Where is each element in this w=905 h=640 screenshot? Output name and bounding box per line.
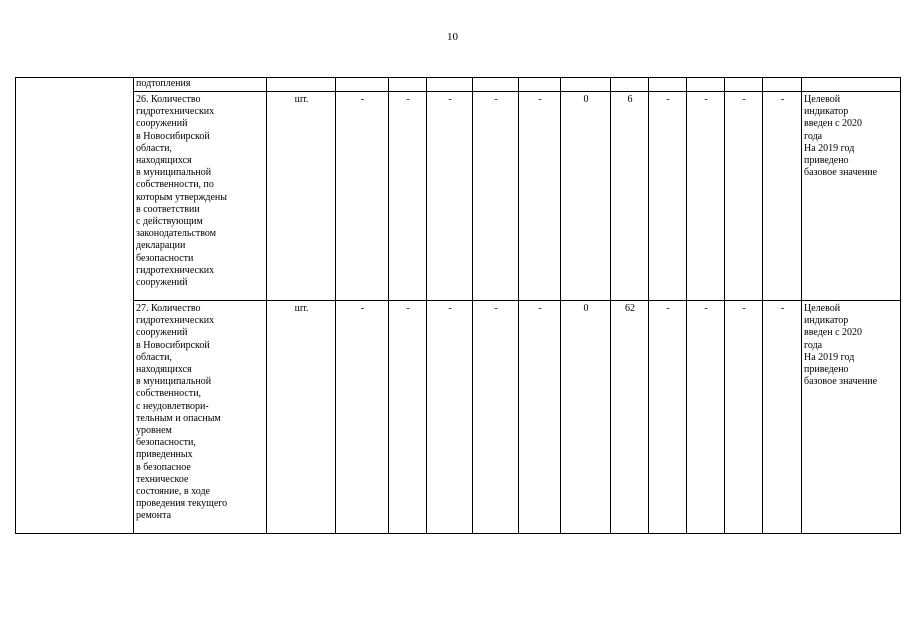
value-cell: - <box>427 92 473 301</box>
value-cell <box>561 78 611 92</box>
value-cell <box>336 78 389 92</box>
value-cell: - <box>473 92 519 301</box>
indicators-table <box>15 77 901 534</box>
table-row <box>16 78 901 92</box>
note-cell: Целевой индикатор введен с 2020 года На 2019 год приведено базовое значение <box>802 301 901 534</box>
value-cell: - <box>389 301 427 534</box>
value-cell: - <box>427 301 473 534</box>
value-cell: - <box>687 92 725 301</box>
value-cell: - <box>649 301 687 534</box>
table-row <box>16 92 901 301</box>
value-cell: 6 <box>611 92 649 301</box>
value-cell: - <box>725 92 763 301</box>
value-cell <box>687 78 725 92</box>
value-cell <box>473 78 519 92</box>
value-cell: 0 <box>561 92 611 301</box>
value-cell <box>389 78 427 92</box>
value-cell <box>519 78 561 92</box>
value-cell: 62 <box>611 301 649 534</box>
unit-cell: шт. <box>267 301 336 534</box>
value-cell: - <box>336 92 389 301</box>
value-cell: - <box>687 301 725 534</box>
unit-cell <box>267 78 336 92</box>
value-cell <box>725 78 763 92</box>
page-number: 10 <box>447 31 458 43</box>
indicator-name-cell: подтопления <box>134 78 267 92</box>
blank-cell <box>16 78 134 534</box>
value-cell <box>427 78 473 92</box>
unit-cell: шт. <box>267 92 336 301</box>
value-cell: - <box>519 301 561 534</box>
value-cell: - <box>763 301 802 534</box>
indicator-name-cell: 26. Количество гидротехнических сооружений в Новосибирской области, находящихся в муниципальной собственности, по которым утверждены в соответствии с действующим законодательством декларации безопасности гидротехнических сооружений <box>134 92 267 301</box>
table-row <box>16 301 901 534</box>
value-cell: - <box>389 92 427 301</box>
value-cell <box>611 78 649 92</box>
value-cell: - <box>649 92 687 301</box>
value-cell: - <box>336 301 389 534</box>
value-cell: - <box>519 92 561 301</box>
value-cell: 0 <box>561 301 611 534</box>
note-cell: Целевой индикатор введен с 2020 года На 2019 год приведено базовое значение <box>802 92 901 301</box>
value-cell <box>649 78 687 92</box>
indicator-name-cell: 27. Количество гидротехнических сооружений в Новосибирской области, находящихся в муниципальной собственности, с неудовлетвори- тельным и опасным уровнем безопасности, приведенных в безопасное техническое состояние, в ходе проведения текущего ремонта <box>134 301 267 534</box>
value-cell: - <box>763 92 802 301</box>
note-cell <box>802 78 901 92</box>
value-cell: - <box>725 301 763 534</box>
value-cell: - <box>473 301 519 534</box>
value-cell <box>763 78 802 92</box>
